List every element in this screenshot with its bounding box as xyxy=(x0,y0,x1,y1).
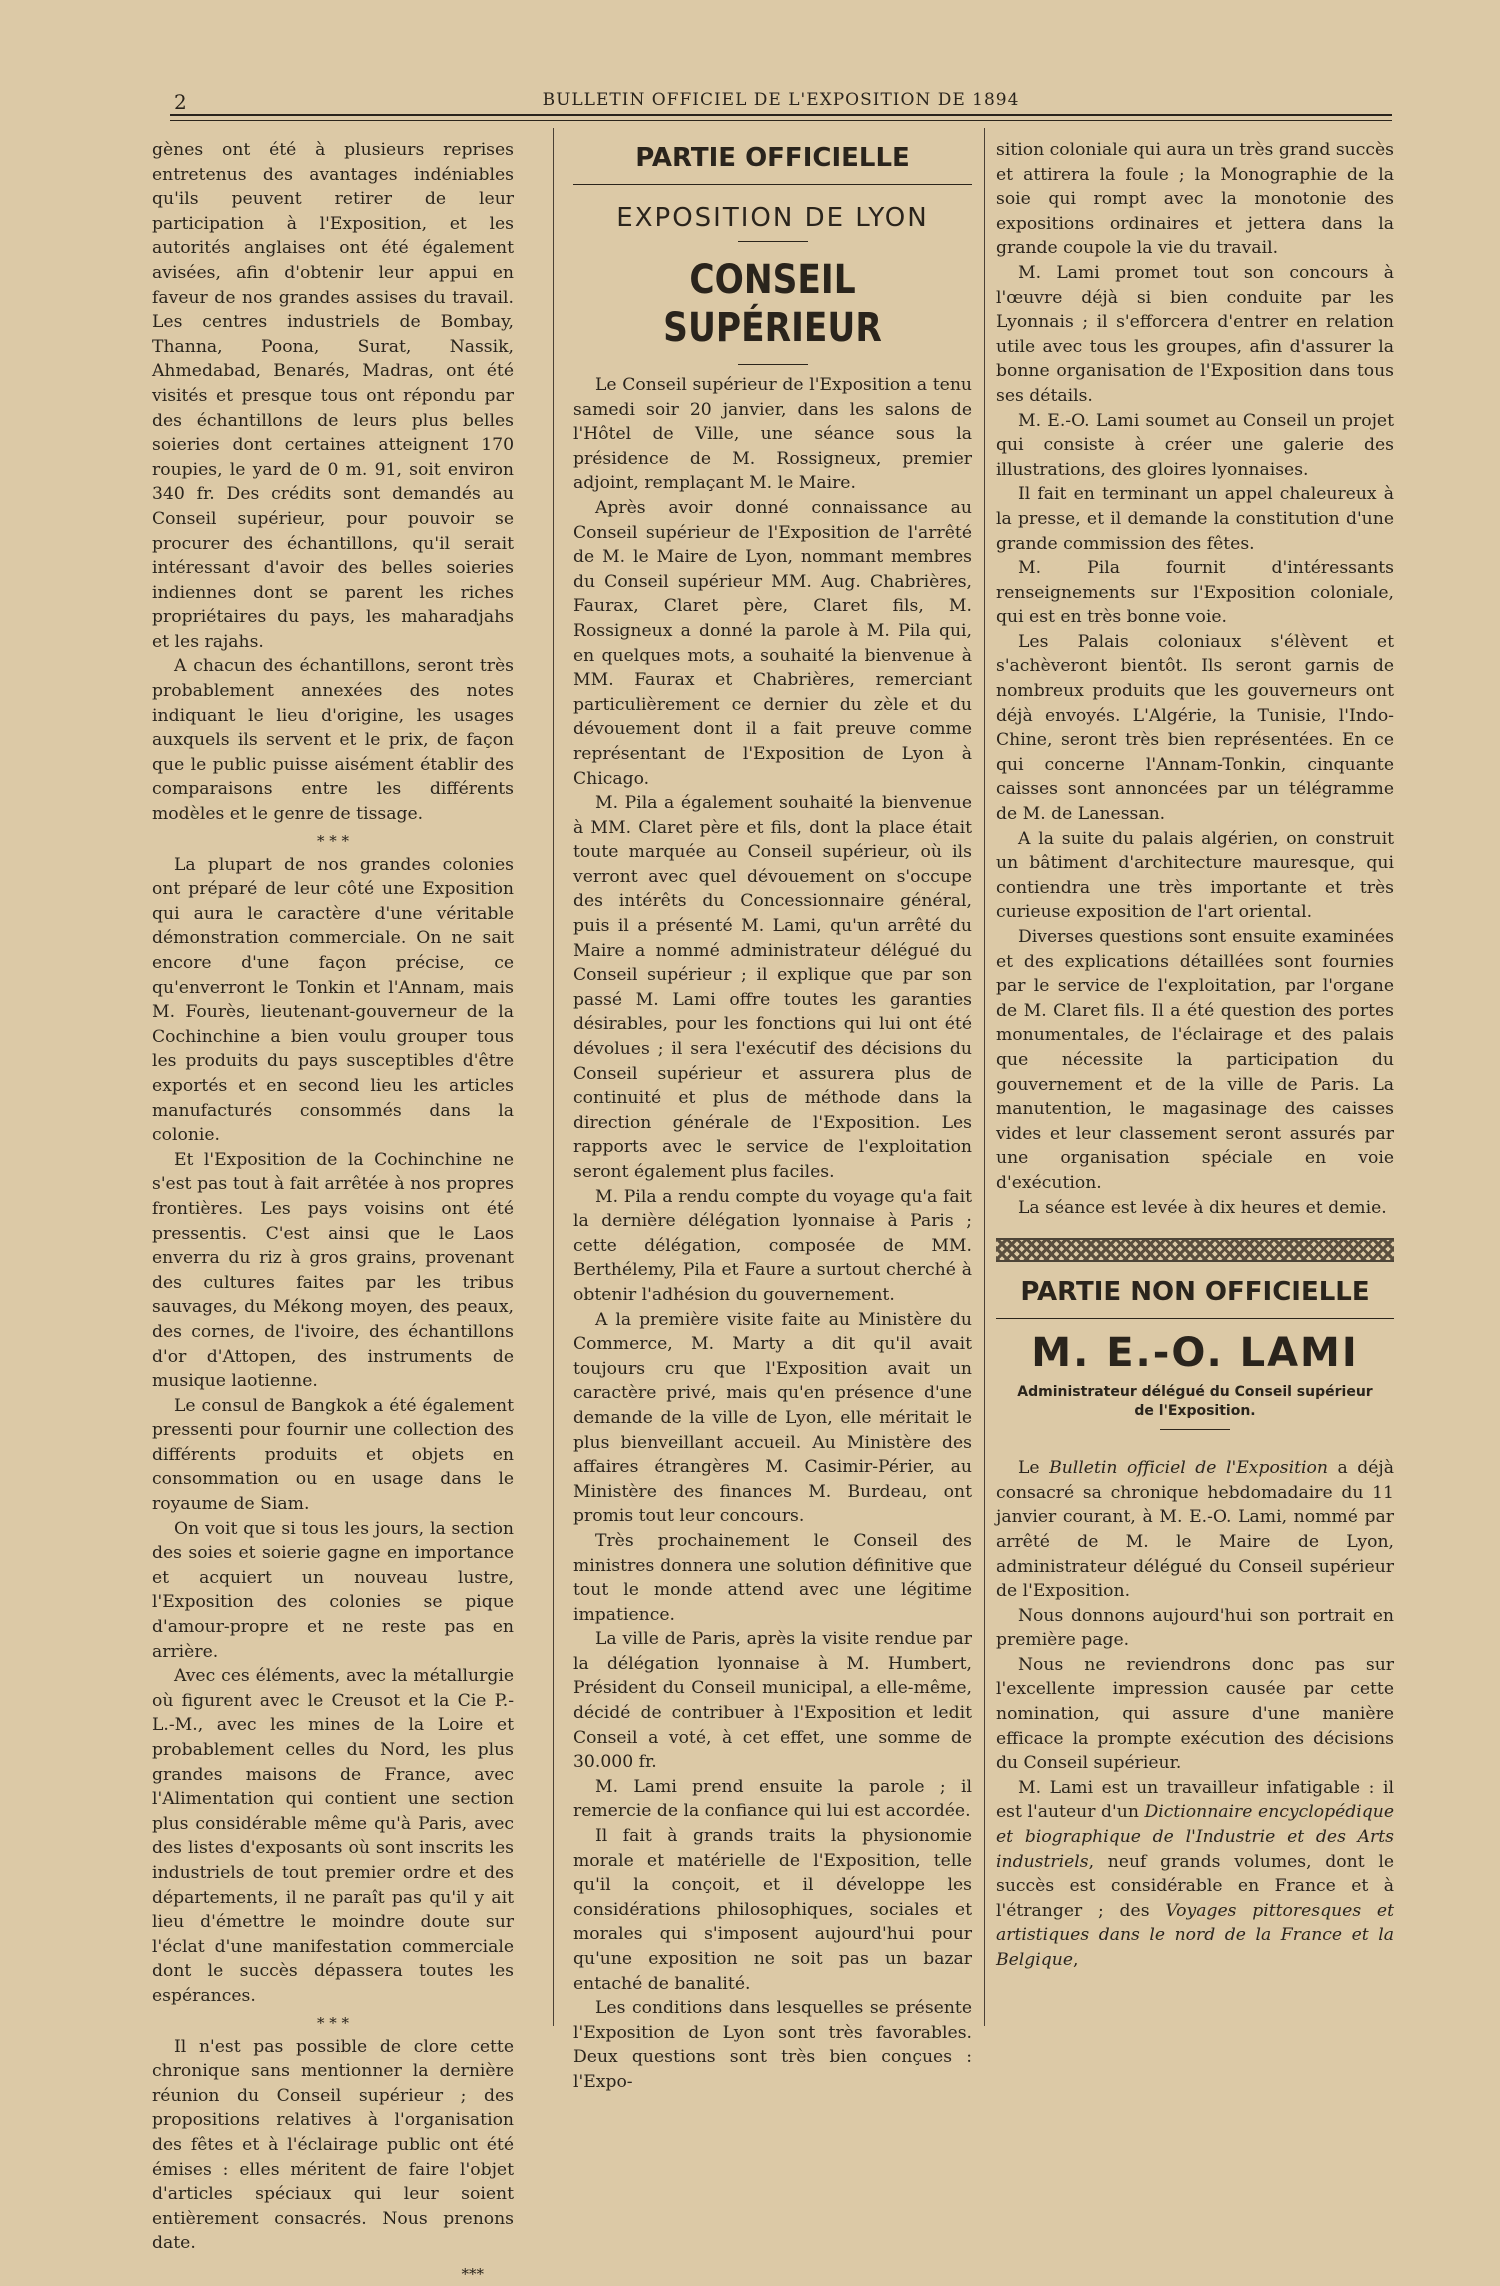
paragraph: A la suite du palais algérien, on construit un bâtiment d'architecture mauresque, qui contiendra une très importante et très curieuse exposition de l'art oriental. xyxy=(996,828,1394,923)
header-rule xyxy=(170,120,1392,121)
short-rule xyxy=(738,241,808,242)
paragraph: Le Bulletin officiel de l'Exposition a déjà consacré sa chronique hebdomadaire du 11 janvier courant, à M. E.-O. Lami, nommé par arrêté de M. le Maire de Lyon, administrateur délégué du Conseil supérieur de l'Exposition. xyxy=(996,1458,1394,1602)
paragraph: gènes ont été à plusieurs reprises entretenus des avantages indéniables qu'ils peuvent retirer de leur participation à l'Exposition, et les autorités anglaises ont été également avisées, afin d'obtenir leur appui en faveur de nos grandes assises du travail. Les centres industriels de Bombay, Thanna, Poona, Surat, Nassik, Ahmedabad, Benarés, Madras, ont été visités et presque tous ont répondu par des échantillons de leurs plus belles soieries dont certaines atteignent 170 roupies, le yard de 0 m. 91, soit environ 340 fr. Des crédits sont demandés au Conseil supérieur, pour pouvoir se procurer des échantillons, qu'il serait intéressant d'avoir des belles soieries indiennes dont se parent les riches propriétaires du pays, les maharadjahs et les rajahs. xyxy=(152,140,514,652)
paragraph: M. Pila a rendu compte du voyage qu'a fait la dernière délégation lyonnaise à Paris ; cette délégation, composée de MM. Berthélemy, Pila et Faure a surtout cherché à obtenir l'adhésion du gouvernement. xyxy=(573,1186,972,1305)
column-2 xyxy=(573,138,972,2092)
paragraph: Les conditions dans lesquelles se présente l'Exposition de Lyon sont très favorables. Deux questions sont très bien conçues : l'Expo- xyxy=(573,1998,972,2092)
section-separator: * * * xyxy=(316,831,350,850)
column-3 xyxy=(996,138,1394,2046)
portrait-name-heading: M. E.-O. LAMI xyxy=(1031,1330,1359,1377)
subheading-exposition: EXPOSITION DE LYON xyxy=(616,203,929,233)
rule xyxy=(573,184,972,185)
paragraph: La ville de Paris, après la visite rendue par la délégation lyonnaise à M. Humbert, Président du Conseil municipal, a elle-même, décidé de contribuer à l'Exposition et ledit Conseil a voté, à cet effet, une somme de 30.000 fr. xyxy=(573,1629,972,1773)
page-number: 2 xyxy=(174,90,188,114)
short-rule xyxy=(738,364,808,365)
rule xyxy=(996,1318,1394,1319)
paragraph: Très prochainement le Conseil des ministres donnera une solution définitive que tout le monde attend avec une légitime impatience. xyxy=(573,1530,972,1625)
paragraph: A chacun des échantillons, seront très probablement annexées des notes indiquant le lieu d'origine, les usages auxquels ils servent et le prix, de façon que le public puisse aisément établir des comparaisons entre les différents modèles et le genre de tissage. xyxy=(152,656,514,825)
page-header xyxy=(170,88,1392,116)
paragraph: Il fait en terminant un appel chaleureux à la presse, et il demande la constitution d'une grande commission des fêtes. xyxy=(996,484,1394,554)
paragraph: M. Pila fournit d'intéressants renseignements sur l'Exposition coloniale, qui est en très bonne voie. xyxy=(996,558,1394,628)
paragraph: Nous ne reviendrons donc pas sur l'excellente impression causée par cette nomination, qui assure d'une manière efficace la prompte exécution des décisions du Conseil supérieur. xyxy=(996,1654,1394,1774)
section-heading-official: PARTIE OFFICIELLE xyxy=(635,143,910,173)
paragraph: La séance est levée à dix heures et demie. xyxy=(1018,1197,1387,1218)
publication-title: BULLETIN OFFICIEL DE L'EXPOSITION DE 1894 xyxy=(542,90,1020,110)
short-rule xyxy=(1160,1429,1230,1430)
paragraph: Il fait à grands traits la physionomie morale et matérielle de l'Exposition, telle qu'il la conçoit, et il développe les considérations philosophiques, sociales et morales qui s'imposent aujourd'hui pour qu'une exposition ne soit pas un bazar entaché de banalité. xyxy=(573,1826,972,1994)
paragraph: M. E.-O. Lami soumet au Conseil un projet qui consiste à créer une galerie des illustrations, des gloires lyonnaises. xyxy=(996,410,1394,480)
paragraph: Nous donnons aujourd'hui son portrait en première page. xyxy=(996,1605,1394,1651)
paragraph: Le Conseil supérieur de l'Exposition a tenu samedi soir 20 janvier, dans les salons de l'Hôtel de Ville, une séance sous la présidence de M. Rossigneux, premier adjoint, remplaçant M. le Maire. xyxy=(573,375,972,494)
paragraph: A la première visite faite au Ministère du Commerce, M. Marty a dit qu'il avait toujours cru que l'Exposition avait un caractère privé, mais qu'en présence d'une demande de la ville de Lyon, elle méritait le plus bienveillant accueil. Au Ministère des affaires étrangères M. Casimir-Périer, au Ministère des finances M. Burdeau, ont promis tout leur concours. xyxy=(573,1309,972,1527)
paragraph: La plupart de nos grandes colonies ont préparé de leur côté une Exposition qui aura le caractère d'une véritable démonstration commerciale. On ne sait encore d'une façon précise, ce qu'enverront le Tonkin et l'Annam, mais M. Fourès, lieutenant-gouverneur de la Cochinchine a bien voulu grouper tous les produits du pays susceptibles d'être exportés et en second lieu les articles manufacturés consommés dans la colonie. xyxy=(152,854,514,1146)
ornamental-border xyxy=(996,1238,1394,1262)
paragraph: Et l'Exposition de la Cochinchine ne s'est pas tout à fait arrêtée à nos propres frontières. Les pays voisins ont été pressentis. C'est ainsi que le Laos enverra du riz à gros grains, provenant des cultures faites par les tribus sauvages, du Mékong moyen, des peaux, des cornes, de l'ivoire, des échantillons d'or d'Attopen, des instruments de musique laotienne. xyxy=(152,1149,514,1392)
paragraph: Il n'est pas possible de clore cette chronique sans mentionner la dernière réunion du Conseil supérieur ; des propositions relatives à l'organisation des fêtes et à l'éclairage public ont été émises : elles méritent de faire l'objet d'articles spéciaux qui leur soient entièrement consacrés. Nous prenons date. xyxy=(152,2036,514,2254)
paragraph: sition coloniale qui aura un très grand succès et attirera la foule ; la Monographie de la soie qui rompt avec la monotonie des expositions ordinaires et jettera dans la grande coupole la vie du travail. xyxy=(996,140,1394,259)
section-separator: * * * xyxy=(316,2013,350,2032)
paragraph: Après avoir donné connaissance au Conseil supérieur de l'Exposition de l'arrêté de M. le Maire de Lyon, nommant membres du Conseil supérieur MM. Aug. Chabrières, Faurax, Claret père, Claret fils, M. Rossigneux a donné la parole à M. Pila qui, en quelques mots, a souhaité la bienvenue à MM. Faurax et Chabrières, remerciant particulièrement ce dernier du zèle et du dévouement dont il a fait preuve comme représentant de l'Exposition de Lyon à Chicago. xyxy=(573,497,972,789)
section-heading-unofficial: PARTIE NON OFFICIELLE xyxy=(1020,1277,1370,1308)
paragraph: Avec ces éléments, avec la métallurgie où figurent avec le Creusot et la Cie P.-L.-M., avec les mines de la Loire et probablement celles du Nord, les plus grandes maisons de France, avec l'Alimentation qui contient une section plus considérable même qu'à Paris, avec des listes d'exposants où sont inscrits les industriels de tout premier ordre et des départements, il ne paraît pas qu'il y ait lieu d'émettre le moindre doute sur l'éclat d'une manifestation commerciale dont le succès dépassera toutes les espérances. xyxy=(152,1666,514,2006)
name-caption: Administrateur délégué du Conseil supérieur de l'Exposition. xyxy=(1017,1384,1373,1420)
paragraph: M. Lami promet tout son concours à l'œuvre déjà si bien conduite par les Lyonnais ; il s'efforcera d'entrer en relation utile avec tous les groupes, afin d'assurer la bonne organisation de l'Exposition dans tous ses détails. xyxy=(996,262,1394,406)
end-mark: *** xyxy=(461,2264,484,2283)
paragraph: M. Pila a également souhaité la bienvenue à MM. Claret père et fils, dont la place était toute marquée au Conseil supérieur, où ils verront avec quel dévouement on s'occupe des intérêts du Concessionnaire général, puis il a présenté M. Lami, qu'un arrêté du Maire a nommé administrateur délégué du Conseil supérieur ; il explique que par son passé M. Lami offre toutes les garanties désirables, pour les fonctions qui lui ont été dévolues ; il sera l'exécutif des décisions du Conseil supérieur et assurera plus de continuité et plus de méthode dans la direction générale de l'Exposition. Les rapports avec le service de l'exploitation seront également plus faciles. xyxy=(573,793,972,1182)
column-divider xyxy=(553,128,554,2026)
paragraph: Le consul de Bangkok a été également pressenti pour fournir une collection des différents produits et objets en consommation ou en usage dans le royaume de Siam. xyxy=(152,1395,514,1515)
paragraph: M. Lami prend ensuite la parole ; il remercie de la confiance qui lui est accordée. xyxy=(573,1776,972,1822)
paragraph: M. Lami est un travailleur infatigable : il est l'auteur d'un Dictionnaire encyclopédique et biographique de l'Industrie et des Arts industriels, neuf grands volumes, dont le succès est considérable en France et à l'étranger ; des Voyages pittoresques et artistiques dans le nord de la France et la Belgique, xyxy=(996,1777,1394,1970)
article-title: CONSEIL SUPÉRIEUR xyxy=(663,257,882,351)
column-1 xyxy=(152,138,514,2283)
paragraph: Les Palais coloniaux s'élèvent et s'achèveront bientôt. Ils seront garnis de nombreux produits que les gouverneurs ont déjà envoyés. L'Algérie, la Tunisie, l'Indo-Chine, seront très bien représentées. En ce qui concerne l'Annam-Tonkin, cinquante caisses sont annoncées par un télégramme de M. de Lanessan. xyxy=(996,631,1394,825)
column-divider xyxy=(984,128,985,2026)
paragraph: Diverses questions sont ensuite examinées et des explications détaillées sont fournies par le service de l'exploitation, par l'organe de M. Claret fils. Il a été question des portes monumentales, de l'éclairage et des palais que nécessite la participation du gouvernement et de la ville de Paris. La manutention, le magasinage des caisses vides et leur classement seront assurés par une organisation spéciale en voie d'exécution. xyxy=(996,927,1394,1193)
paragraph: On voit que si tous les jours, la section des soies et soierie gagne en importance et acquiert un nouveau lustre, l'Exposition des colonies se pique d'amour-propre et ne reste pas en arrière. xyxy=(152,1518,514,1662)
